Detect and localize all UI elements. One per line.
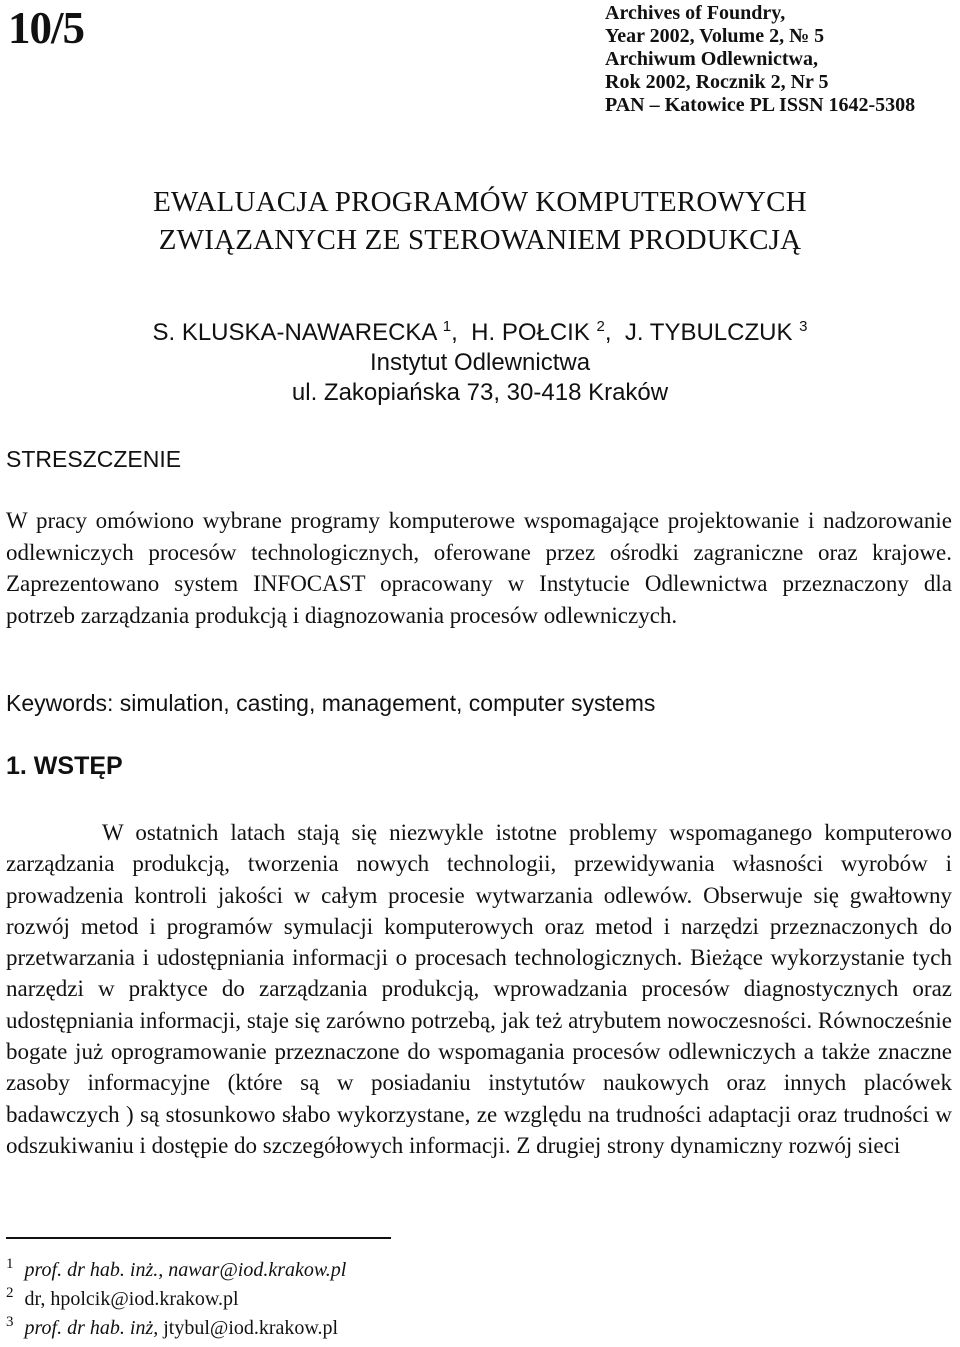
footnote-email[interactable]: jtybul@iod.krakow.pl (163, 1317, 339, 1339)
section-body: W ostatnich latach stają się niezwykle istotne problemy wspomaganego komputerowo zarządzania produkcją, tworzenia nowych technologii, przewidywania własności wyrobów i prowadzenia kontroli jakości w całym procesie wytwarzania odlewów. Obserwuje się gwałtowny rozwój metod i programów symulacji komputerowych oraz metod i narzędzi przeznaczonych do przetwarzania i udostępniania informacji o procesach technologicznych. Bieżące wykorzystanie tych narzędzi w praktyce do zarządzania produkcją, wprowadzania procesów diagnostycznych oraz udostępniania informacji, staje się zarówno potrzebą, jak też atrybutem nowoczesności. Równocześnie bogate już oprogramowanie przeznaczone do wspomagania procesów odlewniczych a także znaczne zasoby informacyjne (które są w posiadaniu instytutów naukowych oraz innych placówek badawczych ) są stosunkowo słabo wykorzystane, ze względu na trudności adaptacji oraz trudności w odszukiwaniu i dostępie do szczegółowych informacji. Z drugiej strony dynamiczny rozwój sieci (6, 820, 952, 1158)
journal-line: Archiwum Odlewnictwa, (605, 48, 818, 70)
footnote-email[interactable]: hpolcik@iod.krakow.pl (50, 1288, 239, 1310)
footnote-number: 2 (6, 1285, 14, 1301)
journal-line: Archives of Foundry, (605, 2, 786, 24)
journal-line: PAN – Katowice PL ISSN 1642-5308 (605, 94, 916, 116)
footnote-title: prof. dr hab. inż, (24, 1317, 159, 1339)
paper-title (0, 183, 960, 259)
author-3: J. TYBULCZUK (624, 319, 793, 346)
journal-line: Rok 2002, Rocznik 2, Nr 5 (605, 71, 829, 93)
footnote-number: 3 (6, 1314, 14, 1330)
abstract-text: W pracy omówiono wybrane programy komputerowe wspomagające projektowanie i nadzorowanie odlewniczych procesów technologicznych, oferowane przez ośrodki zagraniczne oraz krajowe. Zaprezentowano system INFOCAST opracowany w Instytucie Odlewnictwa przeznaczony dla potrzeb zarządzania produkcją i diagnozowania procesów odlewniczych. (6, 508, 952, 628)
author-1-ref: 1 (442, 318, 452, 335)
address: ul. Zakopiańska 73, 30-418 Kraków (291, 379, 669, 406)
author-2: H. POŁCIK (471, 319, 590, 346)
footnote (6, 1314, 346, 1343)
section-heading: 1. WSTĘP (6, 752, 123, 780)
abstract-heading: STRESZCZENIE (6, 446, 182, 472)
footnote-title: prof. dr hab. inż., (24, 1259, 164, 1281)
keywords: Keywords: simulation, casting, management, computer systems (6, 690, 656, 716)
footnote (6, 1285, 346, 1314)
author-1: S. KLUSKA-NAWARECKA (152, 319, 437, 346)
footnote-email[interactable]: nawar@iod.krakow.pl (168, 1259, 347, 1281)
author-line: S. KLUSKA-NAWARECKA $^1$, H. POŁCIK $^2$, J. TYBULCZUK $^3$ (152, 318, 808, 346)
journal-info (605, 2, 915, 117)
footnotes (6, 1256, 346, 1343)
author-3-ref: 3 (799, 318, 808, 335)
author-block (0, 318, 960, 408)
institute: Instytut Odlewnictwa (369, 349, 591, 376)
issue-number: 10/5 (8, 3, 85, 53)
footnote-title: dr, (24, 1288, 46, 1310)
author-2-ref: 2 (596, 318, 605, 335)
footnote-number: 1 (6, 1256, 14, 1272)
journal-line: Year 2002, Volume 2, № 5 (605, 25, 825, 47)
title-line-2: ZWIĄZANYCH ZE STEROWANIEM PRODUKCJĄ (158, 224, 802, 256)
footnote-divider (6, 1237, 391, 1239)
title-line-1: EWALUACJA PROGRAMÓW KOMPUTEROWYCH (153, 186, 807, 218)
footnote (6, 1256, 346, 1285)
